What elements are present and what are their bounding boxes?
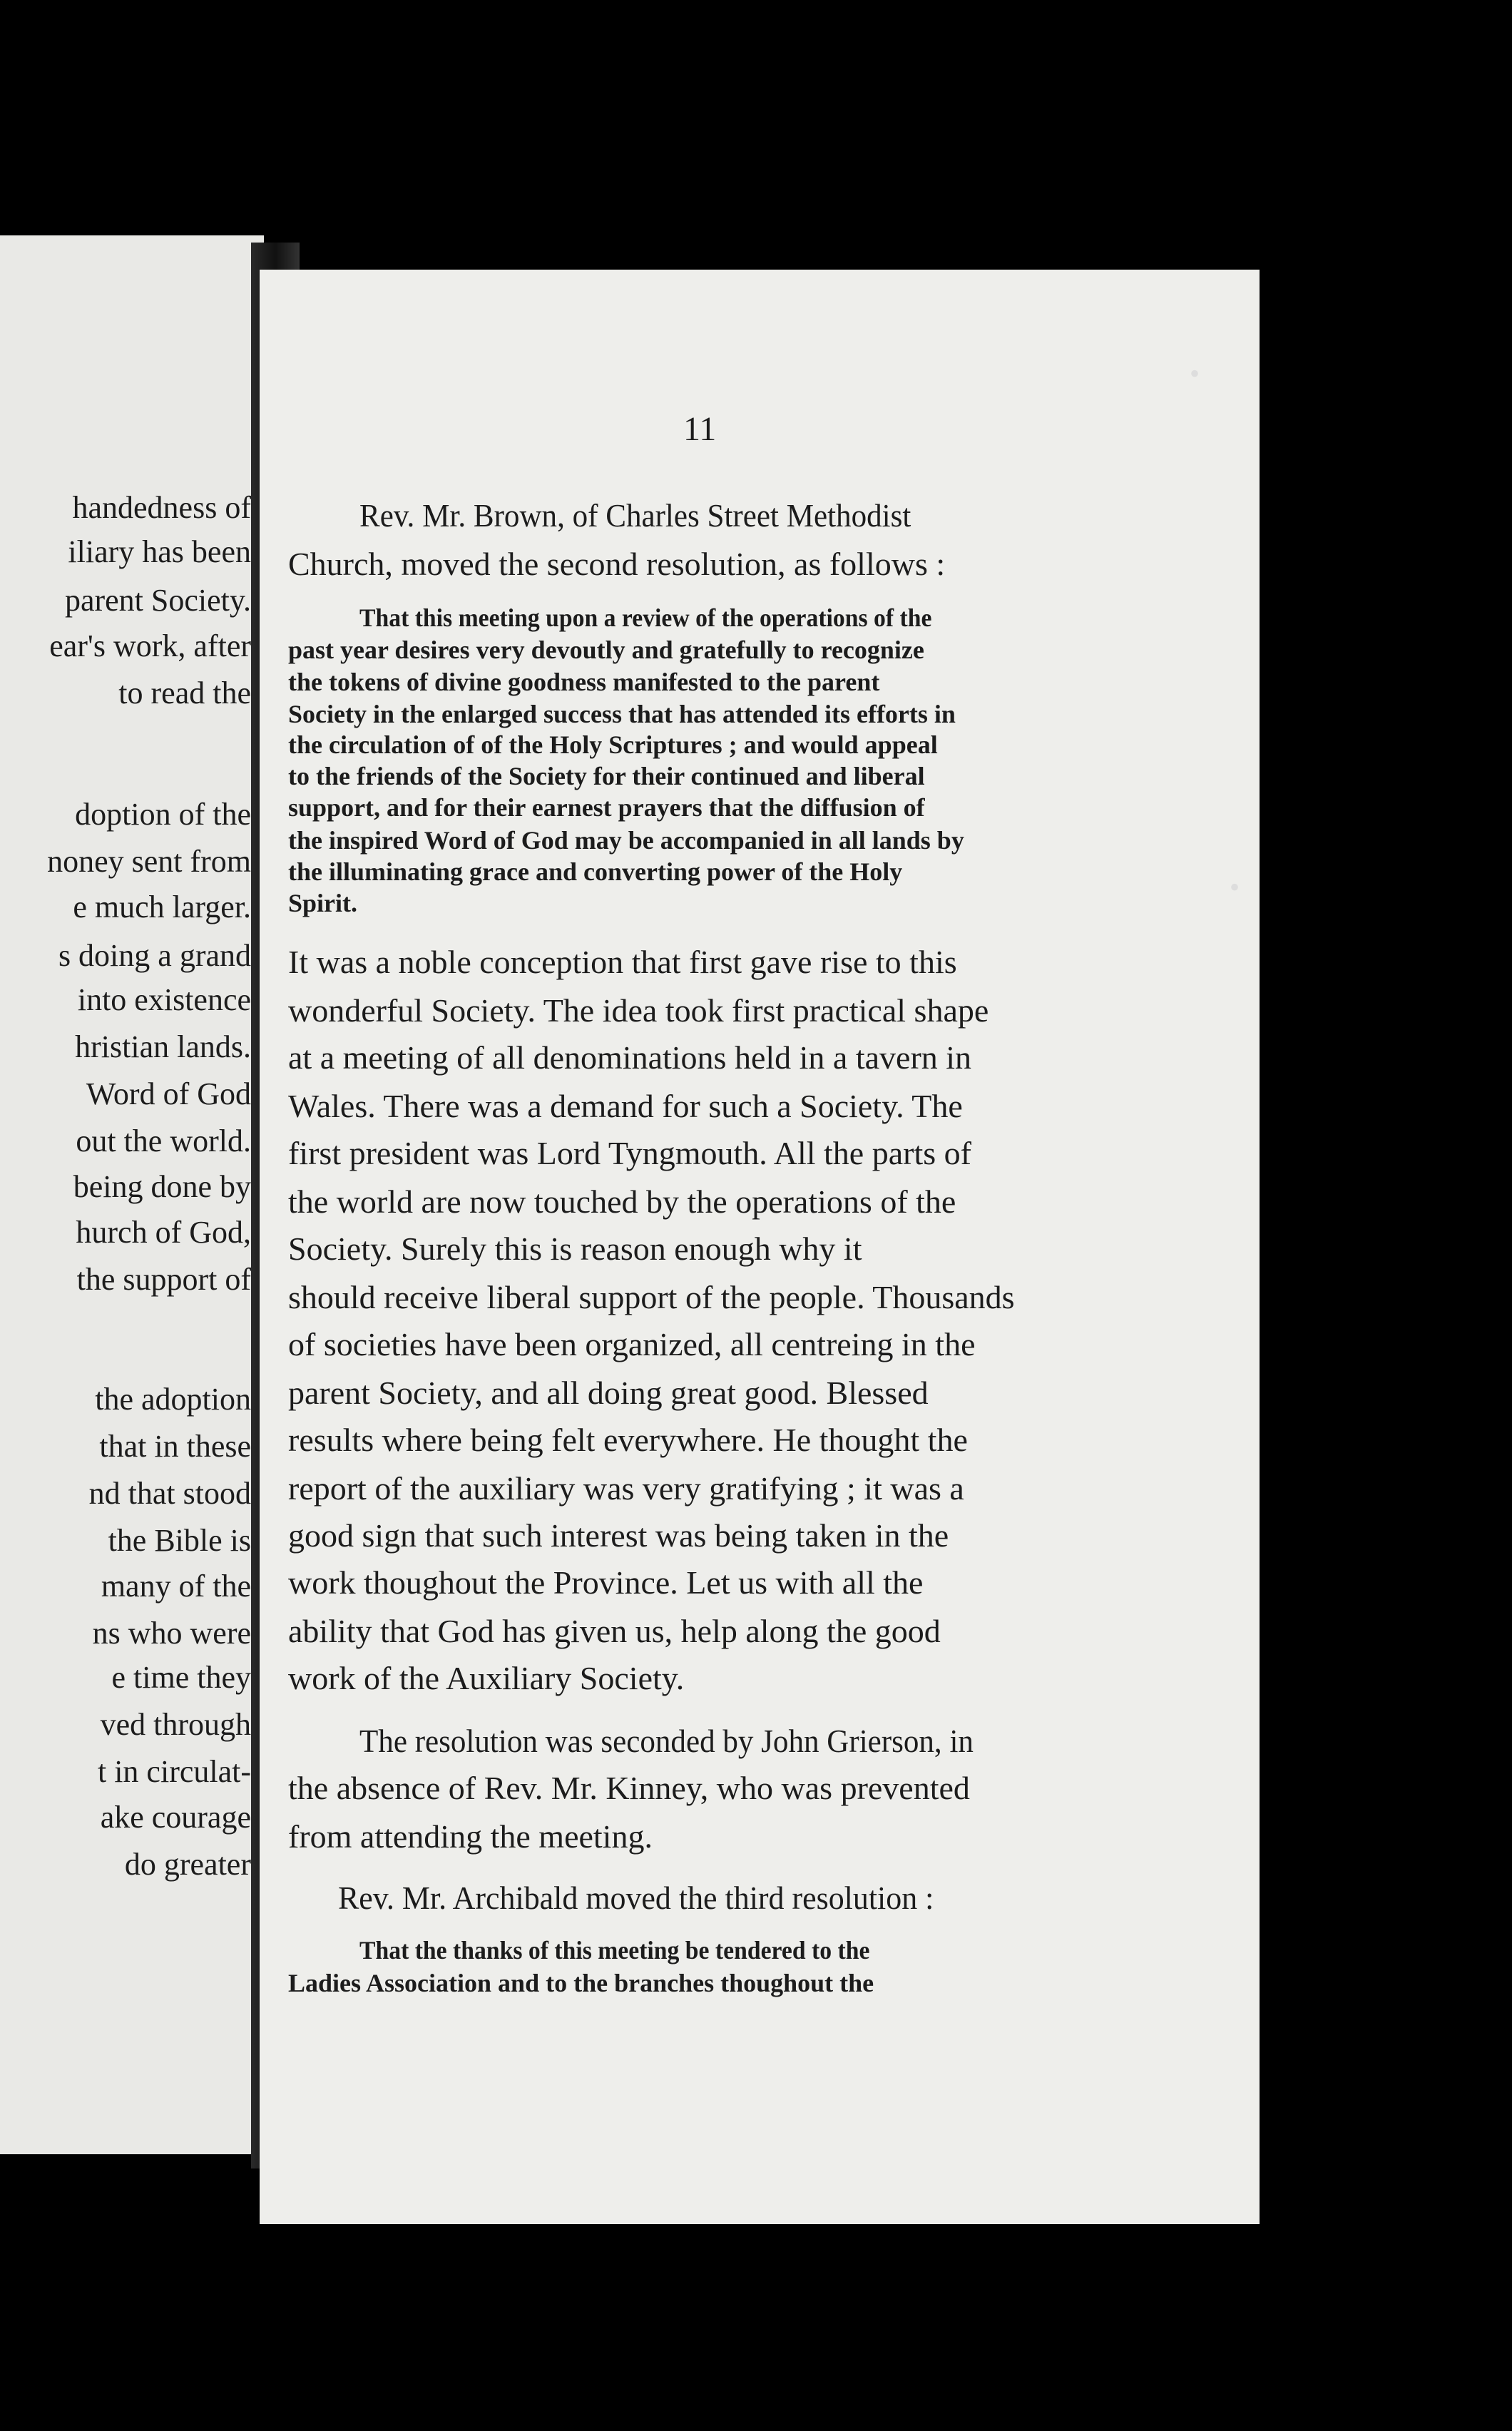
left-page-line: ved through xyxy=(100,1707,251,1742)
left-page-line: do greater xyxy=(124,1847,251,1882)
left-page-line: the Bible is xyxy=(108,1523,251,1558)
body-line-line: report of the auxiliary was very gratifying ; it was a xyxy=(288,1470,964,1507)
left-page xyxy=(0,235,264,2154)
left-page-line: the support of xyxy=(76,1262,251,1297)
edge-mark: • xyxy=(1230,871,1240,903)
left-page-line: Word of God xyxy=(86,1076,251,1111)
left-page-line: parent Society. xyxy=(64,583,251,618)
resolution-line-line: the circulation of of the Holy Scriptures ; and would appeal xyxy=(288,730,938,759)
body-line-line: parent Society, and all doing great good. Blessed xyxy=(288,1375,929,1411)
resolution-line-line: support, and for their earnest prayers that the diffusion of xyxy=(288,793,925,822)
resolution-line-line: the tokens of divine goodness manifested to the parent xyxy=(288,668,880,696)
left-page-line: doption of the xyxy=(75,797,251,832)
body-line-line: work of the Auxiliary Society. xyxy=(288,1660,685,1696)
body-line-line: good sign that such interest was being taken in the xyxy=(288,1517,949,1554)
resolution-line-line: the inspired Word of God may be accompanied in all lands by xyxy=(288,826,964,855)
body-line-line: should receive liberal support of the people. Thousands xyxy=(288,1279,1015,1315)
left-page-line: iliary has been xyxy=(68,534,251,569)
body-line-line: ability that God has given us, help along the good xyxy=(288,1613,941,1649)
body-line-line: Wales. There was a demand for such a Society. The xyxy=(288,1088,963,1124)
resolution-line-line: to the friends of the Society for their continued and liberal xyxy=(288,762,925,790)
left-page-line: that in these xyxy=(99,1429,251,1464)
intro-line-line: Rev. Mr. Brown, of Charles Street Methodist xyxy=(359,497,911,534)
body-line-line: first president was Lord Tyngmouth. All the parts of xyxy=(288,1135,971,1171)
seconded-line-line: the absence of Rev. Mr. Kinney, who was prevented xyxy=(288,1770,970,1806)
left-page-line: into existence xyxy=(77,982,251,1017)
left-page-line: noney sent from xyxy=(47,844,251,879)
left-page-line: nd that stood xyxy=(88,1476,251,1511)
resolution-line-line: the illuminating grace and converting power of the Holy xyxy=(288,857,903,886)
third-text-line-line: Ladies Association and to the branches thoughout the xyxy=(288,1969,874,1997)
body-line-line: results where being felt everywhere. He thought the xyxy=(288,1422,968,1458)
left-page-line: ake courage xyxy=(100,1800,251,1835)
resolution-line-line: Spirit. xyxy=(288,889,358,917)
left-page-line: out the world. xyxy=(76,1123,251,1158)
left-page-line: ns who were xyxy=(92,1616,251,1651)
edge-mark: • xyxy=(1190,357,1200,389)
left-page-line: e time they xyxy=(111,1660,251,1695)
resolution-line-line: past year desires very devoutly and gratefully to recognize xyxy=(288,636,924,664)
left-page-line: handedness of xyxy=(72,490,251,525)
left-page-line: ear's work, after xyxy=(49,628,251,663)
left-page-line: the adoption xyxy=(95,1382,251,1417)
resolution-line-line: That this meeting upon a review of the operations of the xyxy=(359,603,932,632)
left-page-line: being done by xyxy=(73,1169,251,1204)
page-number: 11 xyxy=(683,410,717,448)
left-page-line: s doing a grand xyxy=(58,938,251,973)
body-line-line: work thoughout the Province. Let us with all the xyxy=(288,1564,924,1601)
left-page-line: hurch of God, xyxy=(76,1215,251,1250)
seconded-line-line: The resolution was seconded by John Grierson, in xyxy=(359,1723,974,1759)
third-resolution-line: Rev. Mr. Archibald moved the third resolution : xyxy=(338,1880,934,1916)
resolution-line-line: Society in the enlarged success that has attended its efforts in xyxy=(288,700,956,728)
seconded-line-line: from attending the meeting. xyxy=(288,1818,653,1855)
body-line-line: Society. Surely this is reason enough why it xyxy=(288,1230,862,1267)
left-page-line: e much larger. xyxy=(73,890,251,924)
body-line-line: the world are now touched by the operations of the xyxy=(288,1183,956,1220)
left-page-line: hristian lands. xyxy=(75,1029,251,1064)
left-page-line: to read the xyxy=(118,676,251,710)
left-page-line: many of the xyxy=(101,1569,251,1604)
body-line-line: wonderful Society. The idea took first practical shape xyxy=(288,992,989,1029)
intro-line-line: Church, moved the second resolution, as follows : xyxy=(288,546,946,582)
body-line-line: It was a noble conception that first gave rise to this xyxy=(288,944,957,980)
body-line-line: of societies have been organized, all centreing in the xyxy=(288,1326,976,1362)
left-page-line: t in circulat- xyxy=(97,1754,251,1789)
body-line-line: at a meeting of all denominations held in a tavern in xyxy=(288,1039,972,1076)
third-text-line-line: That the thanks of this meeting be tendered to the xyxy=(359,1936,870,1964)
right-page xyxy=(260,270,1260,2224)
